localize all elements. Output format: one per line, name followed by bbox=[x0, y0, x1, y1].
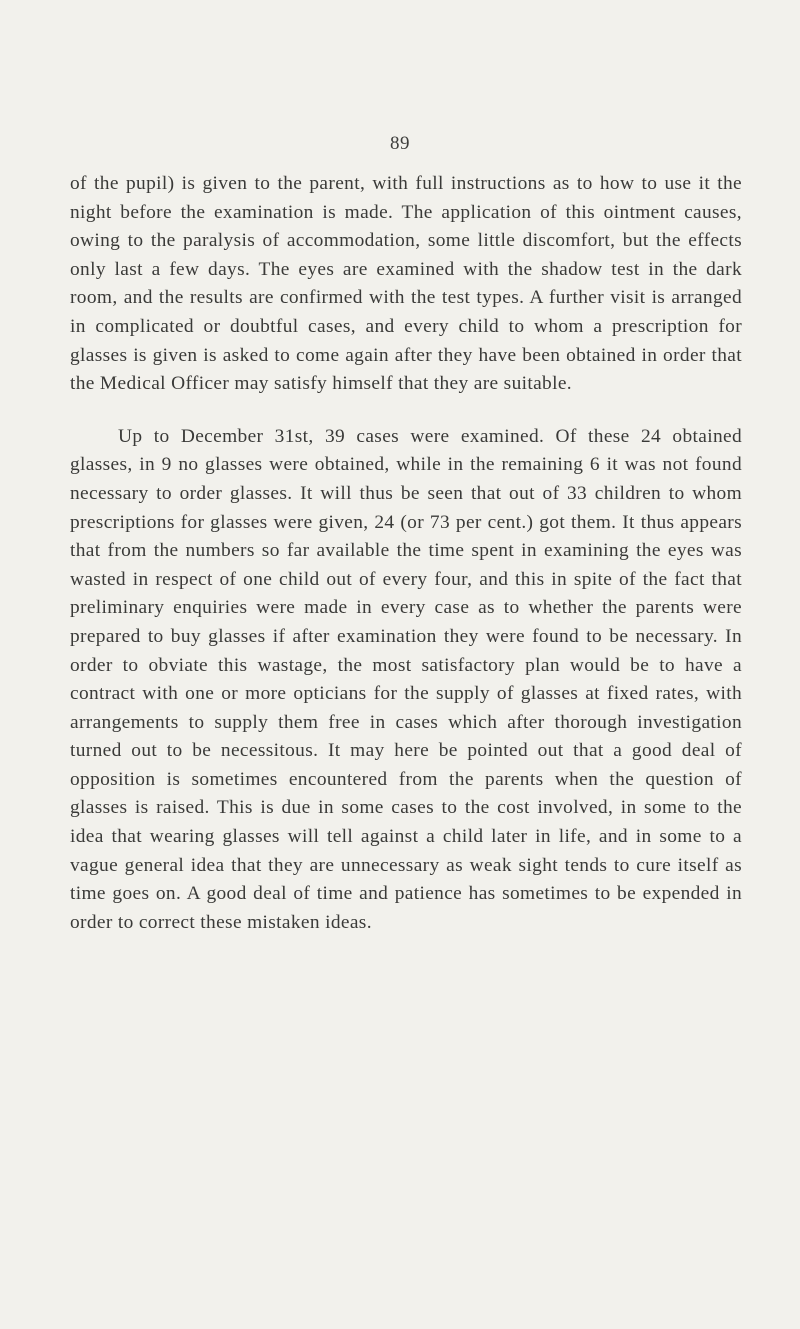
page-number: 89 bbox=[390, 133, 410, 154]
paragraph-continuation: of the pupil) is given to the parent, with full instructions as to how to use it the night before the examination is made. The application of this ointment causes, owing to the paralysis of accommodation, some little discomfort, but the effects only last a few days. The eyes are examined with the shadow test in the dark room, and the results are confirmed with the test types. A further visit is arranged in complicated or doubtful cases, and every child to whom a prescription for glasses is given is asked to come again after they have been obtained in order that the Medical Officer may satisfy himself that they are suitable. bbox=[70, 173, 742, 395]
paragraph-statistics: Up to December 31st, 39 cases were examined. Of these 24 obtained glasses, in 9 no glasses were obtained, while in the remaining 6 it was not found necessary to order glasses. It will thus be seen that out of 33 children to whom prescriptions for glasses were given, 24 (or 73 per cent.) got them. It thus appears that from the numbers so far available the time spent in examining the eyes was wasted in respect of one child out of every four, and this in spite of the fact that preliminary enquiries were made in every case as to whether the parents were prepared to buy glasses if after examination they were found to be necessary. In order to obviate this wastage, the most satisfactory plan would be to have a contract with one or more opticians for the supply of glasses at fixed rates, with arrangements to supply them free in cases which after thorough investigation turned out to be necessitous. It may here be pointed out that a good deal of opposition is sometimes encountered from the parents when the question of glasses is raised. This is due in some cases to the cost involved, in some to the idea that wearing glasses will tell against a child later in life, and in some to a vague general idea that they are unnecessary as weak sight tends to cure itself as time goes on. A good deal of time and patience has sometimes to be expended in order to correct these mistaken ideas. bbox=[70, 425, 742, 933]
body-text bbox=[70, 170, 742, 937]
